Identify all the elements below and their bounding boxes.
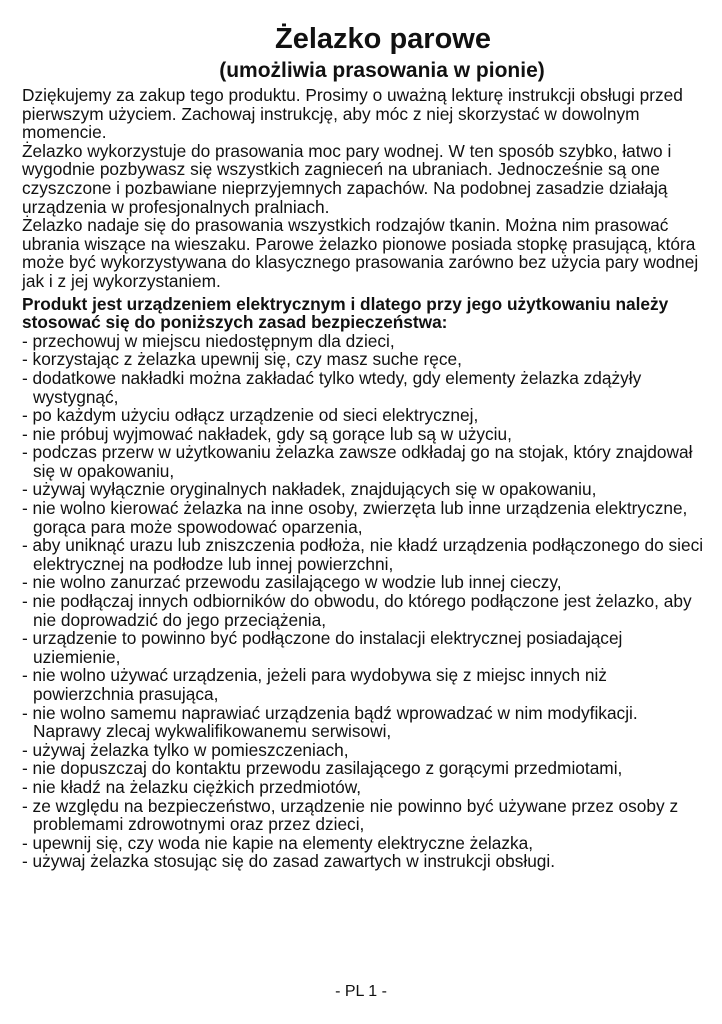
list-item: - używaj żelazka stosując się do zasad zawartych w instrukcji obsługi.	[22, 851, 556, 872]
list-item: - używaj wyłącznie oryginalnych nakładek, znajdujących się w opakowaniu,	[22, 479, 597, 500]
list-item: - korzystając z żelazka upewnij się, czy masz suche ręce,	[22, 349, 462, 370]
intro-paragraph-2: Żelazko wykorzystuje do prasowania moc pary wodnej. W ten sposób szybko, łatwo i wygodnie pozbywasz się wszystkich zagnieceń na ubraniach. Jednocześnie są one czyszczone i pozbawiane nieprzyjemnych zapachów. Na podobnej zasadzie działają urządzenia w profesjonalnych pralniach.	[22, 140, 672, 217]
list-item: - aby uniknąć urazu lub zniszczenia podłoża, nie kładź urządzenia podłączonego do sieci elektrycznej na podłodze lub innej powierzchni,	[22, 535, 704, 574]
list-item: - używaj żelazka tylko w pomieszczeniach,	[22, 739, 349, 760]
list-item: - nie wolno kierować żelazka na inne osoby, zwierzęta lub inne urządzenia elektryczne, gorąca para może spowodować oparzenia,	[22, 498, 688, 537]
list-item: - ze względu na bezpieczeństwo, urządzenie nie powinno być używane przez osoby z problemami zdrowotnymi oraz przez dzieci,	[22, 795, 679, 835]
list-item: - nie wolno zanurzać przewodu zasilającego w wodzie lub innej cieczy,	[22, 572, 562, 593]
page-number: - PL 1 -	[335, 983, 387, 1000]
list-item: - po każdym użyciu odłącz urządzenie od sieci elektrycznej,	[22, 405, 479, 426]
list-item: - przechowuj w miejscu niedostępnym dla dzieci,	[22, 330, 395, 351]
list-item: - nie wolno samemu naprawiać urządzenia bądź wprowadzać w nim modyfikacji. Naprawy zlecaj wykwalifikowanemu serwisowi,	[22, 702, 638, 742]
list-item: - nie dopuszczaj do kontaktu przewodu zasilającego z gorącymi przedmiotami,	[22, 758, 623, 779]
intro-paragraph-3: Żelazko nadaje się do prasowania wszystkich rodzajów tkanin. Można nim prasować ubrania wiszące na wieszaku. Parowe żelazko pionowe posiada stopkę prasującą, która może być wykorzystywana do klasycznego prasowania zarówno bez użycia pary wodnej jak i z jej wykorzystaniem.	[22, 215, 699, 291]
intro-paragraph-1: Dziękujemy za zakup tego produktu. Prosimy o uważną lekturę instrukcji obsługi przed pierwszym użyciem. Zachowaj instrukcję, aby móc z niej skorzystać w dowolnym momencie.	[22, 85, 683, 143]
safety-lead: Produkt jest urządzeniem elektrycznym i dlatego przy jego użytkowaniu należy stosować się do poniższych zasad bezpieczeństwa:	[22, 293, 669, 333]
list-item: - nie podłączaj innych odbiorników do obwodu, do którego podłączone jest żelazko, aby nie doprowadzić do jego przeciążenia,	[22, 591, 692, 630]
list-item: - nie próbuj wyjmować nakładek, gdy są gorące lub są w użyciu,	[22, 423, 512, 444]
page-subtitle: (umożliwia prasowania w pionie)	[219, 59, 545, 82]
list-item: - nie kładź na żelazku ciężkich przedmiotów,	[22, 776, 362, 797]
list-item: - nie wolno używać urządzenia, jeżeli para wydobywa się z miejsc innych niż powierzchnia prasująca,	[22, 665, 607, 704]
page-title: Żelazko parowe	[275, 23, 491, 55]
list-item: - dodatkowe nakładki można zakładać tylko wtedy, gdy elementy żelazka zdążyły wystygnąć,	[22, 367, 642, 407]
list-item: - podczas przerw w użytkowaniu żelazka zawsze odkładaj go na stojak, który znajdował się w opakowaniu,	[22, 442, 693, 481]
safety-rules-list	[22, 332, 704, 871]
list-item: - upewnij się, czy woda nie kapie na elementy elektryczne żelazka,	[22, 832, 534, 853]
list-item: - urządzenie to powinno być podłączone do instalacji elektrycznej posiadającej uziemienie,	[22, 628, 623, 667]
document-page	[22, 22, 704, 871]
